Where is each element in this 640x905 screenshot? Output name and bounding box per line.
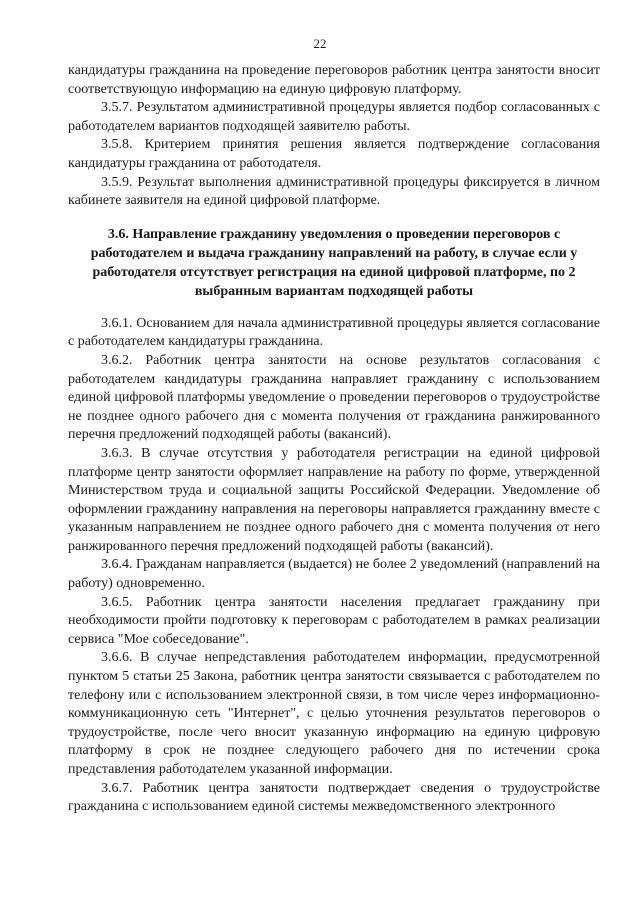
paragraph-3-6-4: 3.6.4. Гражданам направляется (выдается) не более 2 уведомлений (направлений на работу) одновременно. (68, 557, 600, 592)
paragraph-3-5-8: 3.5.8. Критерием принятия решения является подтверждение согласования кандидатуры гражданина от работодателя. (68, 137, 600, 171)
paragraph-3-6-1: 3.6.1. Основанием для начала административной процедуры является согласование с работодателем кандидатуры гражданина. (68, 315, 600, 350)
paragraph-3-5-7: 3.5.7. Результатом административной процедуры является подбор согласованных с работодателем вариантов подходящей заявителю работы. (68, 100, 600, 134)
paragraph-3-6-2: 3.6.2. Работник центра занятости на основе результатов согласования с работодателем кандидатуры гражданина направляет гражданину с использованием единой цифровой платформы уведомление о проведении переговоров о трудоустройстве не позднее одного рабочего дня с момента получения от гражданина ранжированного перечня предложений подходящей работы (вакансий). (68, 352, 600, 443)
document-body (68, 62, 600, 817)
paragraph-3-6-7: 3.6.7. Работник центра занятости подтверждает сведения о трудоустройстве гражданина с использованием единой системы межведомственного электронного (68, 780, 600, 815)
paragraph-continuation: кандидатуры гражданина на проведение переговоров работник центра занятости вносит соответствующую информацию на единую цифровую платформу. (68, 63, 600, 97)
section-heading-3-6: 3.6. Направление гражданину уведомления о проведении переговоров с работодателем и выдача гражданину направлений на работу, в случае если у работодателя отсутствует регистрация на единой цифровой платформе, по 2 выбранным вариантам подходящей работы (90, 226, 578, 299)
page-number: 22 (313, 36, 327, 51)
paragraph-3-6-3: 3.6.3. В случае отсутствия у работодателя регистрации на единой цифровой платформе центр занятости оформляет направление на работу по форме, утвержденной Министерством труда и социальной защиты Российской Федерации. Уведомление об оформлении гражданину направления на переговоры направляется гражданину вместе с указанным направлением не позднее одного рабочего дня с момента получения от него ранжированного перечня предложений подходящей работы (вакансий). (68, 445, 600, 554)
paragraph-3-6-5: 3.6.5. Работник центра занятости населения предлагает гражданину при необходимости пройти подготовку к переговорам с работодателем в рамках реализации сервиса "Мое собеседование". (68, 594, 600, 647)
paragraph-3-6-6: 3.6.6. В случае непредставления работодателем информации, предусмотренной пунктом 5 статьи 25 Закона, работник центра занятости связывается с работодателем по телефону или с использованием электронной связи, в том числе через информационно-коммуникационную сеть "Интернет", с целью уточнения результатов переговоров о трудоустройстве, после чего вносит указанную информацию на единую цифровую платформу в срок не позднее следующего рабочего дня по истечении срока представления работодателем указанной информации. (68, 650, 600, 777)
paragraph-3-5-9: 3.5.9. Результат выполнения административной процедуры фиксируется в личном кабинете заявителя на единой цифровой платформе. (68, 174, 600, 209)
